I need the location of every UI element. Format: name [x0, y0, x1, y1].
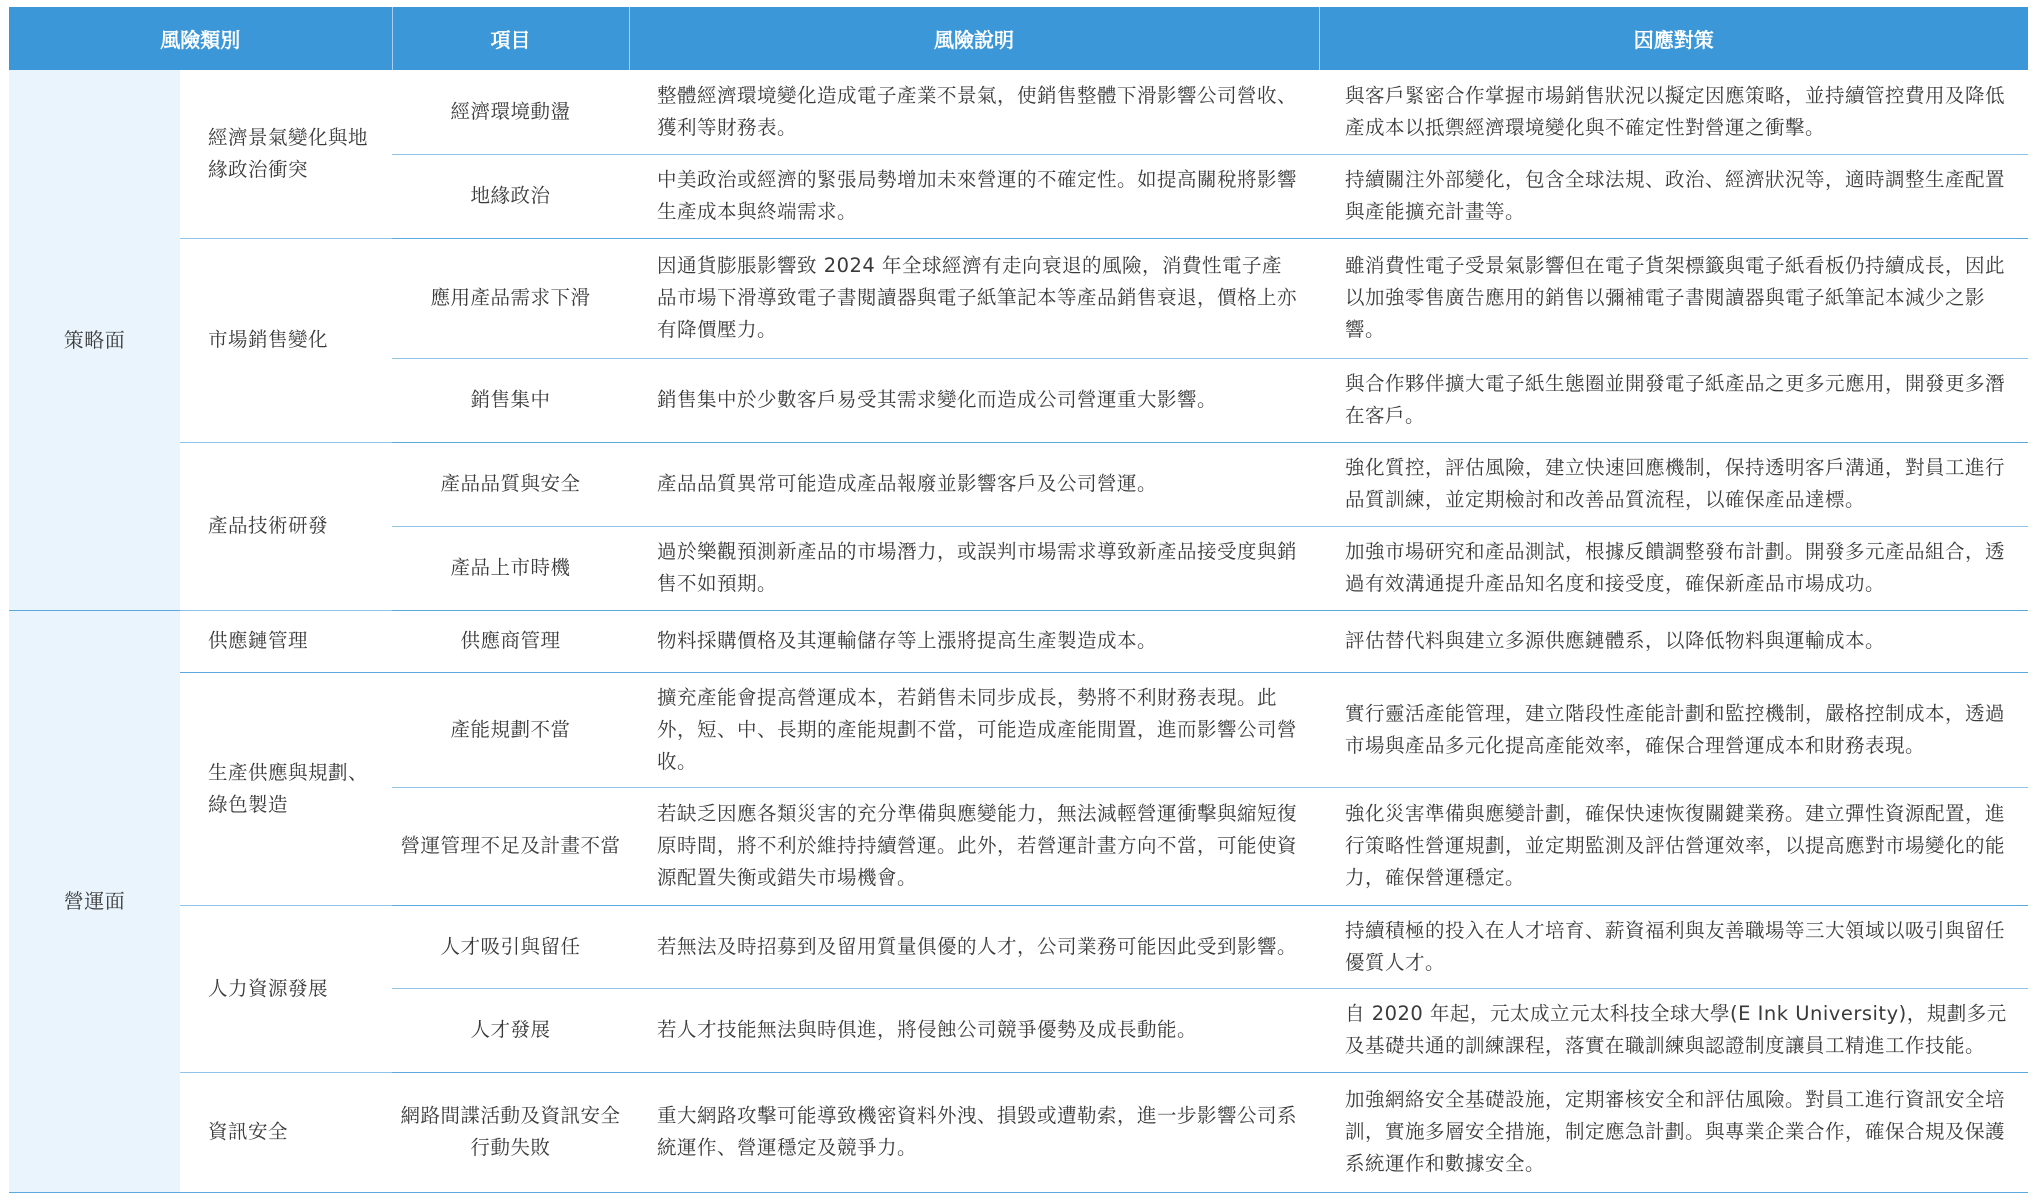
header-item: 項目 [392, 7, 629, 70]
response-cell: 雖消費性電子受景氣影響但在電子貨架標籤與電子紙看板仍持續成長，因此以加強零售廣告應用的銷售以彌補電子書閱讀器與電子紙筆記本減少之影響。 [1319, 238, 2028, 358]
risk-table [9, 7, 2028, 1193]
item-cell: 銷售集中 [392, 358, 629, 442]
item-cell: 網路間諜活動及資訊安全行動失敗 [392, 1072, 629, 1192]
subcategory-cell: 資訊安全 [180, 1072, 392, 1192]
description-cell: 重大網路攻擊可能導致機密資料外洩、損毀或遭勒索，進一步影響公司系統運作、營運穩定及競爭力。 [629, 1072, 1319, 1192]
subcategory-cell: 市場銷售變化 [180, 238, 392, 442]
subcategory-cell: 生產供應與規劃、綠色製造 [180, 672, 392, 905]
table-row [9, 70, 2028, 154]
item-cell: 營運管理不足及計畫不當 [392, 787, 629, 905]
response-cell: 持續關注外部變化，包含全球法規、政治、經濟狀況等，適時調整生產配置與產能擴充計畫等。 [1319, 154, 2028, 238]
table-row [9, 238, 2028, 358]
table-row [9, 442, 2028, 526]
description-cell: 銷售集中於少數客戶易受其需求變化而造成公司營運重大影響。 [629, 358, 1319, 442]
subcategory-cell: 產品技術研發 [180, 442, 392, 610]
description-cell: 物料採購價格及其運輸儲存等上漲將提高生產製造成本。 [629, 610, 1319, 672]
item-cell: 產品品質與安全 [392, 442, 629, 526]
item-cell: 地緣政治 [392, 154, 629, 238]
item-cell: 供應商管理 [392, 610, 629, 672]
header-response-measures: 因應對策 [1319, 7, 2028, 70]
description-cell: 整體經濟環境變化造成電子產業不景氣，使銷售整體下滑影響公司營收、獲利等財務表。 [629, 70, 1319, 154]
response-cell: 實行靈活產能管理，建立階段性產能計劃和監控機制，嚴格控制成本，透過市場與產品多元化提高產能效率，確保合理營運成本和財務表現。 [1319, 672, 2028, 787]
item-cell: 人才吸引與留任 [392, 905, 629, 988]
description-cell: 若無法及時招募到及留用質量俱優的人才，公司業務可能因此受到影響。 [629, 905, 1319, 988]
response-cell: 強化災害準備與應變計劃，確保快速恢復關鍵業務。建立彈性資源配置，進行策略性營運規劃，並定期監測及評估營運效率，以提高應對市場變化的能力，確保營運穩定。 [1319, 787, 2028, 905]
response-cell: 與客戶緊密合作掌握市場銷售狀況以擬定因應策略，並持續管控費用及降低產成本以抵禦經濟環境變化與不確定性對營運之衝擊。 [1319, 70, 2028, 154]
item-cell: 經濟環境動盪 [392, 70, 629, 154]
header-risk-category: 風險類別 [9, 7, 392, 70]
description-cell: 若人才技能無法與時俱進，將侵蝕公司競爭優勢及成長動能。 [629, 988, 1319, 1072]
category-cell: 營運面 [9, 610, 180, 1192]
subcategory-cell: 人力資源發展 [180, 905, 392, 1072]
header-risk-description: 風險說明 [629, 7, 1319, 70]
item-cell: 人才發展 [392, 988, 629, 1072]
table-row [9, 905, 2028, 988]
response-cell: 評估替代料與建立多源供應鏈體系，以降低物料與運輸成本。 [1319, 610, 2028, 672]
response-cell: 加強網絡安全基礎設施，定期審核安全和評估風險。對員工進行資訊安全培訓，實施多層安全措施，制定應急計劃。與專業企業合作，確保合規及保護系統運作和數據安全。 [1319, 1072, 2028, 1192]
subcategory-cell: 供應鏈管理 [180, 610, 392, 672]
item-cell: 產能規劃不當 [392, 672, 629, 787]
description-cell: 因通貨膨脹影響致 2024 年全球經濟有走向衰退的風險，消費性電子產品市場下滑導致電子書閱讀器與電子紙筆記本等產品銷售衰退，價格上亦有降價壓力。 [629, 238, 1319, 358]
description-cell: 擴充產能會提高營運成本，若銷售未同步成長，勢將不利財務表現。此外，短、中、長期的產能規劃不當，可能造成產能閒置，進而影響公司營收。 [629, 672, 1319, 787]
table-row [9, 610, 2028, 672]
description-cell: 中美政治或經濟的緊張局勢增加未來營運的不確定性。如提高關稅將影響生產成本與終端需求。 [629, 154, 1319, 238]
table-row [9, 672, 2028, 787]
response-cell: 加強市場研究和產品測試，根據反饋調整發布計劃。開發多元產品組合，透過有效溝通提升產品知名度和接受度，確保新產品市場成功。 [1319, 526, 2028, 610]
description-cell: 產品品質異常可能造成產品報廢並影響客戶及公司營運。 [629, 442, 1319, 526]
item-cell: 產品上市時機 [392, 526, 629, 610]
response-cell: 自 2020 年起，元太成立元太科技全球大學(E Ink University)，規劃多元及基礎共通的訓練課程，落實在職訓練與認證制度讓員工精進工作技能。 [1319, 988, 2028, 1072]
description-cell: 過於樂觀預測新產品的市場潛力，或誤判市場需求導致新產品接受度與銷售不如預期。 [629, 526, 1319, 610]
category-cell: 策略面 [9, 70, 180, 610]
item-cell: 應用產品需求下滑 [392, 238, 629, 358]
subcategory-cell: 經濟景氣變化與地緣政治衝突 [180, 70, 392, 238]
header-row [9, 7, 2028, 70]
table-row [9, 1072, 2028, 1192]
description-cell: 若缺乏因應各類災害的充分準備與應變能力，無法減輕營運衝擊與縮短復原時間，將不利於維持持續營運。此外，若營運計畫方向不當，可能使資源配置失衡或錯失市場機會。 [629, 787, 1319, 905]
response-cell: 強化質控，評估風險，建立快速回應機制，保持透明客戶溝通，對員工進行品質訓練，並定期檢討和改善品質流程，以確保產品達標。 [1319, 442, 2028, 526]
response-cell: 持續積極的投入在人才培育、薪資福利與友善職場等三大領域以吸引與留任優質人才。 [1319, 905, 2028, 988]
response-cell: 與合作夥伴擴大電子紙生態圈並開發電子紙產品之更多元應用，開發更多潛在客戶。 [1319, 358, 2028, 442]
